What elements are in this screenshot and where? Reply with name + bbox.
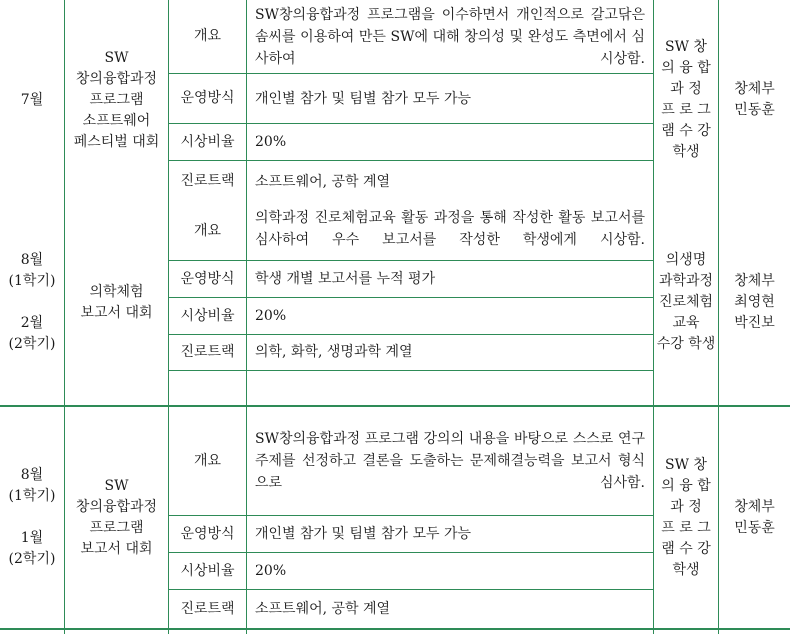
item-label: 진로트랙 <box>180 173 235 189</box>
target-cell: 의생명 과학과정 진로체험 교육 수강 학생 <box>656 252 716 352</box>
item-label: 시상비율 <box>180 133 235 150</box>
item-label: 진로트랙 <box>180 600 235 617</box>
col-divider-3 <box>246 0 247 634</box>
item-label: 운영방식 <box>180 90 235 106</box>
item-value: 소프트웨어, 공학 계열 <box>255 174 391 190</box>
item-label: 시상비율 <box>180 562 235 579</box>
item-value: 20% <box>255 563 287 579</box>
item-value: 소프트웨어, 공학 계열 <box>255 601 391 617</box>
item-value: 의학, 화학, 생명과학 계열 <box>255 344 413 360</box>
item-label: 진로트랙 <box>180 344 235 360</box>
item-label: 시상비율 <box>180 307 235 324</box>
item-label: 개요 <box>193 452 222 469</box>
item-value: 학생 개별 보고서를 누적 평가 <box>255 271 436 287</box>
item-value: SW창의융합과정 프로그램을 이수하면서 개인적으로 갈고닦은 솜씨를 이용하여 만든 SW에 대해 창의성 및 완성도 측면에서 심사하여 시상함. <box>255 7 645 67</box>
table-bottom-border <box>0 628 790 630</box>
month-cell: 8월 (1학기) 1월 (2학기) <box>8 467 56 567</box>
target-cell: SW 창 의 융 합 과 정 프 로 그 램 수 강 학생 <box>661 456 711 578</box>
month-cell: 8월 (1학기) 2월 (2학기) <box>8 252 56 352</box>
item-value: 20% <box>255 134 287 150</box>
item-label: 개요 <box>193 222 222 239</box>
dept-cell: 창체부 민동훈 <box>734 81 775 118</box>
target-cell: SW 창 의 융 합 과 정 프 로 그 램 수 강 학생 <box>661 39 711 160</box>
contest-name: SW 창의융합과정 프로그램 소프트웨어 페스티벌 대회 <box>73 49 160 150</box>
item-value: 개인별 참가 및 팀별 참가 모두 가능 <box>255 91 472 107</box>
item-label: 개요 <box>193 28 222 44</box>
item-value: 20% <box>255 308 287 324</box>
contest-name: SW 창의융합과정 프로그램 보고서 대회 <box>75 477 158 557</box>
item-value: 의학과정 진로체험교육 활동 과정을 통해 작성한 활동 보고서를 심사하여 우수 보고서를 작성한 학생에게 시상함. <box>255 210 645 248</box>
item-label: 운영방식 <box>180 525 235 542</box>
month-cell: 7월 <box>20 91 44 108</box>
dept-cell: 창체부 최영현 박진보 <box>734 273 775 331</box>
row-divider <box>168 370 653 371</box>
item-value: SW창의융합과정 프로그램 강의의 내용을 바탕으로 스스로 연구 주제를 선정하고 결론을 도출하는 문제해결능력을 보고서 형식으로 심사함. <box>255 431 645 491</box>
contest-name: 의학체험 보고서 대회 <box>80 283 153 321</box>
item-value: 개인별 참가 및 팀별 참가 모두 가능 <box>255 526 472 542</box>
dept-cell: 창체부 민동훈 <box>734 498 775 536</box>
item-label: 운영방식 <box>180 270 235 287</box>
